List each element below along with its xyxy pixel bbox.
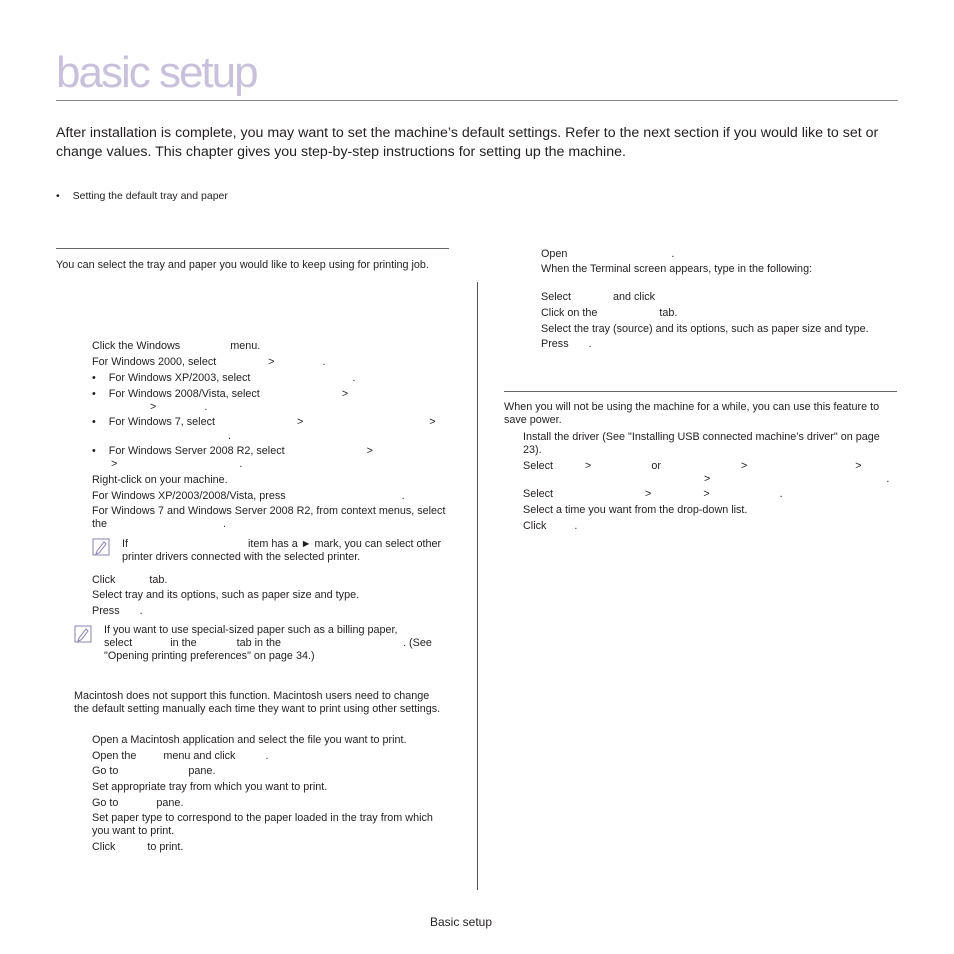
power-step-2-cont: > . [704,473,890,485]
win-step-3-7: For Windows 7 and Windows Server 2008 R2, from context menus, select the . [92,505,446,530]
column-divider [477,282,478,890]
title-rule [56,100,898,101]
note-2-line-3: "Opening printing preferences" on page 34.) [104,650,315,662]
topic-list [56,190,228,202]
chapter-intro: After installation is complete, you may want to set the machine’s default settings. Refer to the next section if you would like to set or change values. This chapter gives you step-by-step instructions for setting up the machine. [56,125,879,160]
note-2-line-2: select in the tab in the . (See [104,637,432,649]
bullet: • [56,190,60,202]
win-step-2: Right-click on your machine. [92,474,228,486]
power-save-intro: When you will not be using the machine for a while, you can use this feature to save power. [504,401,880,426]
linux-step-1: Open . [541,248,675,260]
topic-link-default-tray[interactable]: Setting the default tray and paper [72,190,228,202]
power-step-1: Install the driver (See "Installing USB connected machine’s driver" on page 23). [523,431,880,456]
win-bullet-vista: • For Windows 2008/Vista, select > [92,388,349,400]
power-step-3: Select > > . [523,488,783,500]
mac-step-4: Set appropriate tray from which you want to print. [92,781,328,793]
mac-step-7: Click to print. [92,841,184,853]
note-icon [92,538,110,556]
linux-step-3: Select and click [541,291,656,303]
win-step-4: Click tab. [92,574,168,586]
note-1: If item has a ► mark, you can select other printer drivers connected with the selected printer. [122,538,442,563]
mac-step-6: Set paper type to correspond to the paper loaded in the tray from which you want to print. [92,812,433,837]
linux-step-5: Select the tray (source) and its options, such as paper size and type. [541,323,869,335]
mac-step-3: Go to pane. [92,765,216,777]
page-title: basic setup [56,48,257,97]
win-bullet-2008r2-cont: > . [111,458,243,470]
default-tray-intro: You can select the tray and paper you would like to keep using for printing job. [56,259,429,271]
win-step-5: Select tray and its options, such as paper size and type. [92,589,360,601]
section-rule-power-save [504,391,897,392]
power-step-4: Select a time you want from the drop-down list. [523,504,748,516]
win-bullet-7: • For Windows 7, select > > [92,416,436,428]
mac-step-2: Open the menu and click . [92,750,269,762]
win-bullet-2008r2: • For Windows Server 2008 R2, select > [92,445,373,457]
page-footer: Basic setup [430,915,493,929]
note-icon [74,625,92,643]
power-step-2: Select > or > > [523,460,862,472]
win-bullet-7-cont: . [228,430,231,442]
linux-step-2: When the Terminal screen appears, type in the following: [541,263,813,275]
win-step-3: For Windows XP/2003/2008/Vista, press . [92,490,405,502]
power-step-5: Click . [523,520,578,532]
win-step-1-2000: For Windows 2000, select > . [92,356,326,368]
linux-step-4: Click on the tab. [541,307,678,319]
win-bullet-xp: • For Windows XP/2003, select . [92,372,356,384]
mac-step-5: Go to pane. [92,797,184,809]
win-bullet-vista-cont: > . [150,401,208,413]
section-rule-default-tray [56,248,449,249]
linux-step-6: Press . [541,338,592,350]
mac-step-1: Open a Macintosh application and select the file you want to print. [92,734,407,746]
win-step-6: Press . [92,605,143,617]
win-step-1: Click the Windows menu. [92,340,261,352]
note-2-line-1: If you want to use special-sized paper such as a billing paper, [104,624,398,636]
mac-intro: Macintosh does not support this function. Macintosh users need to change the default setting manually each time they want to print using other settings. [74,690,441,715]
